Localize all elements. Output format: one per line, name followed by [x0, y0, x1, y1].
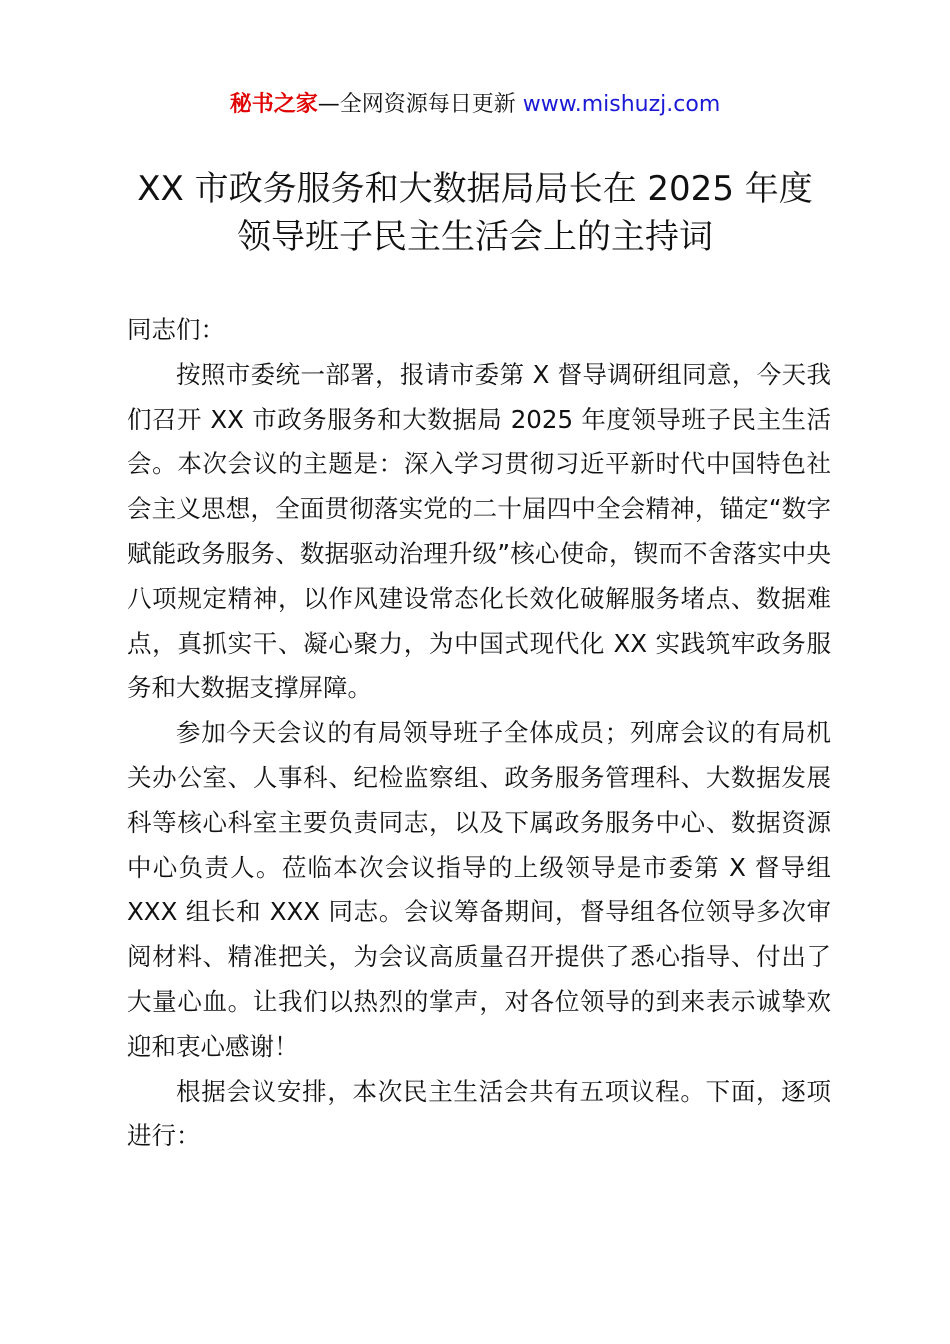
site-url-link[interactable]: www.mishuzj.com — [522, 92, 721, 117]
paragraph-2: 参加今天会议的有局领导班子全体成员；列席会议的有局机关办公室、人事科、纪检监察组、政务服务管理科、大数据发展科等核心科室主要负责同志，以及下属政务服务中心、数据资源中心负责人。莅临本次会议指导的上级领导是市委第 X 督导组 XXX 组长和 XXX 同志。会议筹备期间，督导组各位领导多次审阅材料、精准把关，为会议高质量召开提供了悉心指导、付出了大量心血。让我们以热烈的掌声，对各位领导的到来表示诚挚欢迎和衷心感谢！ — [127, 718, 831, 1061]
paragraph-3: 根据会议安排，本次民主生活会共有五项议程。下面，逐项进行： — [127, 1076, 831, 1151]
title-line-2: 领导班子民主生活会上的主持词 — [237, 217, 713, 257]
salutation: 同志们： — [127, 315, 225, 344]
site-header — [0, 88, 950, 122]
header-tagline: —全网资源每日更新 — [317, 92, 523, 117]
paragraph-1: 按照市委统一部署，报请市委第 X 督导调研组同意，今天我们召开 XX 市政务服务和大数据局 2025 年度领导班子民主生活会。本次会议的主题是：深入学习贯彻习近平新时代中国特色社会主义思想，全面贯彻落实党的二十届四中全会精神，锚定“数字赋能政务服务、数据驱动治理升级”核心使命，锲而不舍落实中央八项规定精神，以作风建设常态化长效化破解服务堵点、数据难点，真抓实干、凝心聚力，为中国式现代化 XX 实践筑牢政务服务和大数据支撑屏障。 — [127, 359, 831, 703]
document-body — [127, 308, 831, 1159]
document-title — [60, 165, 890, 261]
brand-name: 秘书之家 — [229, 92, 318, 117]
title-line-1: XX 市政务服务和大数据局局长在 2025 年度 — [137, 169, 813, 209]
